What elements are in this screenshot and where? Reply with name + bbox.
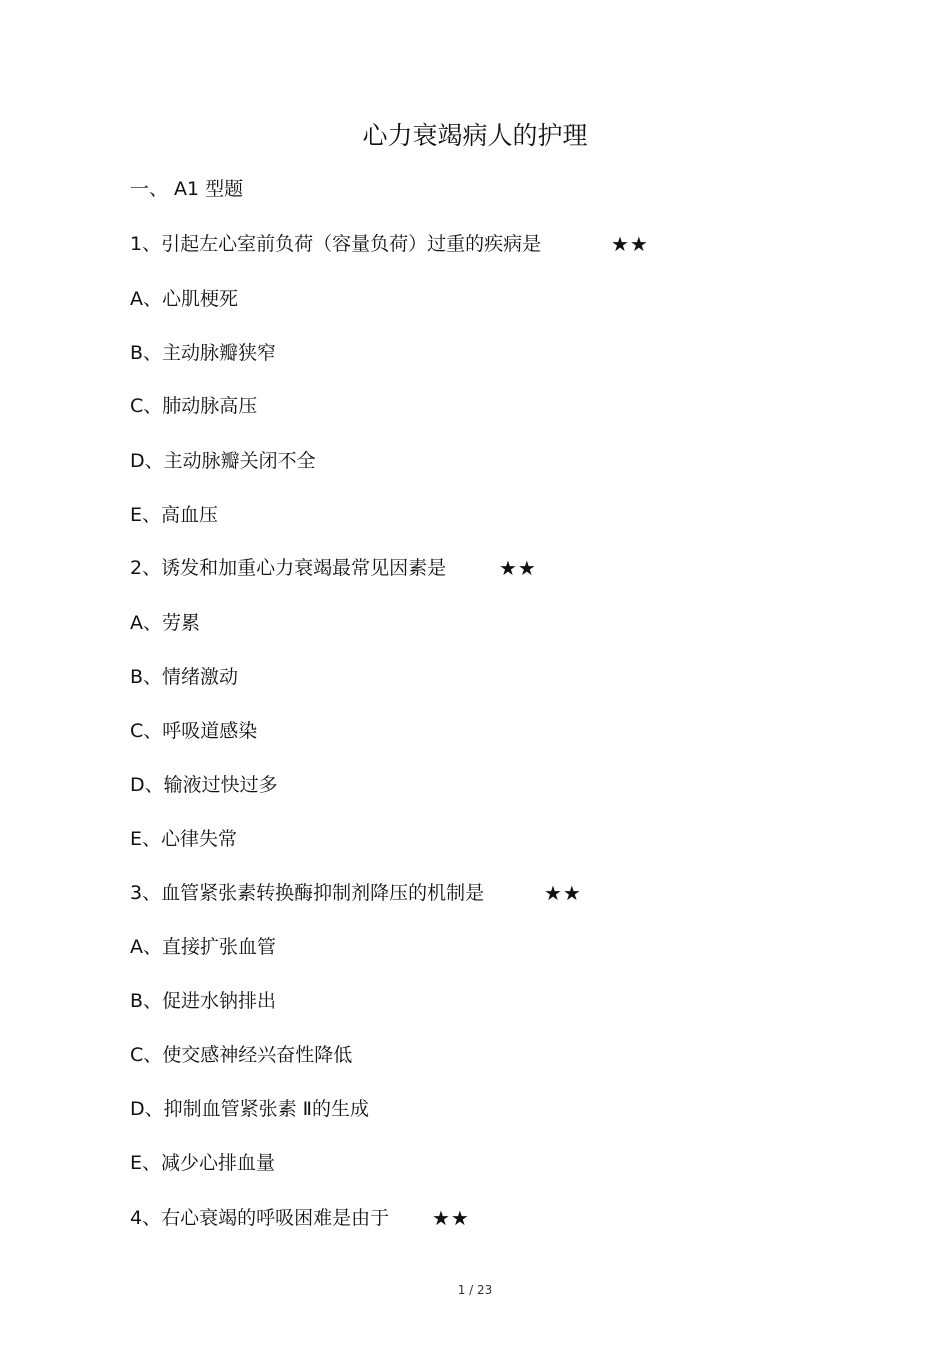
difficulty-stars: ★★	[544, 881, 582, 905]
option-item: C、呼吸道感染	[130, 720, 258, 742]
option-item: E、高血压	[130, 504, 219, 526]
option-item: E、减少心排血量	[130, 1152, 276, 1174]
option-item: D、抑制血管紧张素 Ⅱ的生成	[130, 1098, 370, 1120]
option-item: B、情绪激动	[130, 666, 239, 688]
option-item: C、使交感神经兴奋性降低	[130, 1044, 353, 1066]
option-item: A、劳累	[130, 612, 200, 634]
option-item: E、心律失常	[130, 828, 238, 850]
option-item: B、促进水钠排出	[130, 990, 277, 1012]
option-item: D、输液过快过多	[130, 774, 278, 796]
question-stem: 4、右心衰竭的呼吸困难是由于	[130, 1207, 390, 1229]
section-heading: 一、 A1 型题	[130, 178, 244, 200]
option-item: C、肺动脉高压	[130, 395, 258, 417]
question-stem: 1、引起左心室前负荷（容量负荷）过重的疾病是	[130, 233, 542, 255]
question-stem: 2、诱发和加重心力衰竭最常见因素是	[130, 557, 447, 579]
document-title: 心力衰竭病人的护理	[362, 121, 588, 150]
question-stem: 3、血管紧张素转换酶抑制剂降压的机制是	[130, 882, 485, 904]
difficulty-stars: ★★	[432, 1206, 470, 1230]
option-item: D、主动脉瓣关闭不全	[130, 450, 316, 472]
option-item: A、直接扩张血管	[130, 936, 276, 958]
page-indicator: 1 / 23	[457, 1283, 493, 1297]
difficulty-stars: ★★	[611, 232, 649, 256]
difficulty-stars: ★★	[499, 556, 537, 580]
option-item: B、主动脉瓣狭窄	[130, 342, 277, 364]
option-item: A、心肌梗死	[130, 288, 238, 310]
